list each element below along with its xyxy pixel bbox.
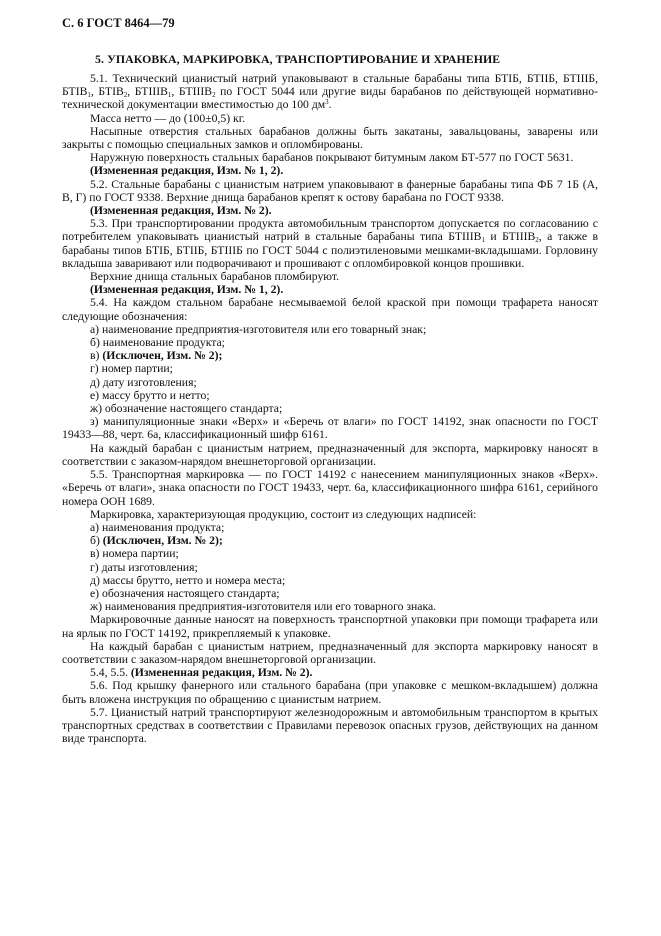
- paragraph-export: На каждый барабан с цианистым натрием, предназначенный для экспорта, маркировку наносят в соответствии с заказом-нарядом внешнеторговой организации.: [62, 441, 598, 468]
- list-item: е) обозначения настоящего стандарта;: [90, 586, 280, 600]
- paragraph-5-7: 5.7. Цианистый натрий транспортируют железнодорожным и автомобильным транспортом в крытых транспортных средствах в соответствии с Правилами перевозок опасных грузов, действующих на данном виде транспорта.: [62, 705, 598, 746]
- list-item: г) даты изготовления;: [90, 560, 198, 574]
- list-item: е) массу брутто и нетто;: [90, 388, 210, 402]
- edition-note: 5.4, 5.5. (Измененная редакция, Изм. № 2).: [90, 666, 313, 680]
- net-mass: Масса нетто — до (100±0,5) кг.: [90, 111, 246, 125]
- list-item: б) (Исключен, Изм. № 2);: [90, 534, 223, 548]
- paragraph-5-3: 5.3. При транспортировании продукта автомобильным транспортом допускается по согласованию с потребителем упаковывать цианистый натрий в стальные барабаны типа $БТIIIВ_1$ и $БТIIIВ_2$, а также в барабаны типов БТIБ, БТIIБ, БТIIIБ по ГОСТ 5044 с полиэтиленовыми мешками-вкладышами. Горловину вкладыша заваривают или подворачивают и прошивают с опломбировкой концов прошивки.: [62, 217, 598, 270]
- edition-note: (Измененная редакция, Изм. № 1, 2).: [90, 164, 284, 178]
- paragraph-5-4: 5.4. На каждом стальном барабане несмываемой белой краской при помощи трафарета наносят следующие обозначения:: [62, 296, 598, 323]
- list-item: ж) обозначение настоящего стандарта;: [90, 402, 283, 416]
- paragraph-5-6: 5.6. Под крышку фанерного или стального барабана (при упаковке с мешком-вкладышем) должна быть вложена инструкция по обращению с цианистым натрием.: [62, 679, 598, 706]
- paragraph-export: На каждый барабан с цианистым натрием, предназначенный для экспорта маркировку наносят в соответствии с заказом-нарядом внешнеторговой организации.: [62, 639, 598, 666]
- paragraph-coating: Наружную поверхность стальных барабанов покрывают битумным лаком БТ-577 по ГОСТ 5631.: [90, 151, 574, 165]
- list-item: а) наименования продукта;: [90, 520, 225, 534]
- paragraph-tops: Верхние днища стальных барабанов пломбируют.: [90, 270, 340, 284]
- paragraph-5-1: 5.1. Технический цианистый натрий упаковывают в стальные барабаны типа БТIБ, БТIIБ, БТIIIБ, $БТIВ_1$, $БТIВ_2$, $БТIIIВ_1$, $БТIIIВ_2$ по ГОСТ 5044 или другие виды барабанов по действующей нормативно-технической документации вместимостью до 100 $дм^3$.: [62, 72, 598, 112]
- page-header: С. 6 ГОСТ 8464—79: [62, 16, 175, 30]
- list-item: г) номер партии;: [90, 362, 173, 376]
- list-item: а) наименование предприятия-изготовителя или его товарный знак;: [90, 322, 427, 336]
- list-item: д) массы брутто, нетто и номера места;: [90, 573, 286, 587]
- list-item: б) наименование продукта;: [90, 336, 225, 350]
- list-item: в) (Исключен, Изм. № 2);: [90, 349, 223, 363]
- edition-note: (Измененная редакция, Изм. № 1, 2).: [90, 283, 284, 297]
- marking-intro: Маркировка, характеризующая продукцию, состоит из следующих надписей:: [90, 507, 477, 521]
- paragraph-5-5: 5.5. Транспортная маркировка — по ГОСТ 14192 с нанесением манипуляционных знаков «Верх». «Беречь от влаги», знака опасности по ГОСТ 19433, черт. 6а, классификационного шифра 6161, серийного номера ООН 1689.: [62, 468, 598, 508]
- document-body: [62, 72, 598, 745]
- list-item: в) номера партии;: [90, 547, 179, 561]
- edition-note: (Измененная редакция, Изм. № 2).: [90, 204, 272, 218]
- paragraph-marking-data: Маркировочные данные наносят на поверхность транспортной упаковки при помощи трафарета или на ярлык по ГОСТ 14192, прикрепляемый к упаковке.: [62, 613, 598, 640]
- section-title: 5. УПАКОВКА, МАРКИРОВКА, ТРАНСПОРТИРОВАНИЕ И ХРАНЕНИЕ: [95, 52, 501, 66]
- paragraph-5-2: 5.2. Стальные барабаны с цианистым натрием упаковывают в фанерные барабаны типа ФБ 7 1Б (А, В, Г) по ГОСТ 9338. Верхние днища барабанов крепят к остову барабана по ГОСТ 9338.: [62, 177, 598, 204]
- list-item: ж) наименования предприятия-изготовителя или его товарного знака.: [90, 600, 437, 614]
- paragraph-holes: Насыпные отверстия стальных барабанов должны быть закатаны, завальцованы, заварены или закрыты с помощью специальных замков и опломбированы.: [62, 124, 598, 152]
- list-item: з) манипуляционные знаки «Верх» и «Беречь от влаги» по ГОСТ 14192, знак опасности по ГОСТ 19433—88, черт. 6а, классификационный шифр 6161.: [62, 415, 598, 442]
- list-item: д) дату изготовления;: [90, 375, 197, 389]
